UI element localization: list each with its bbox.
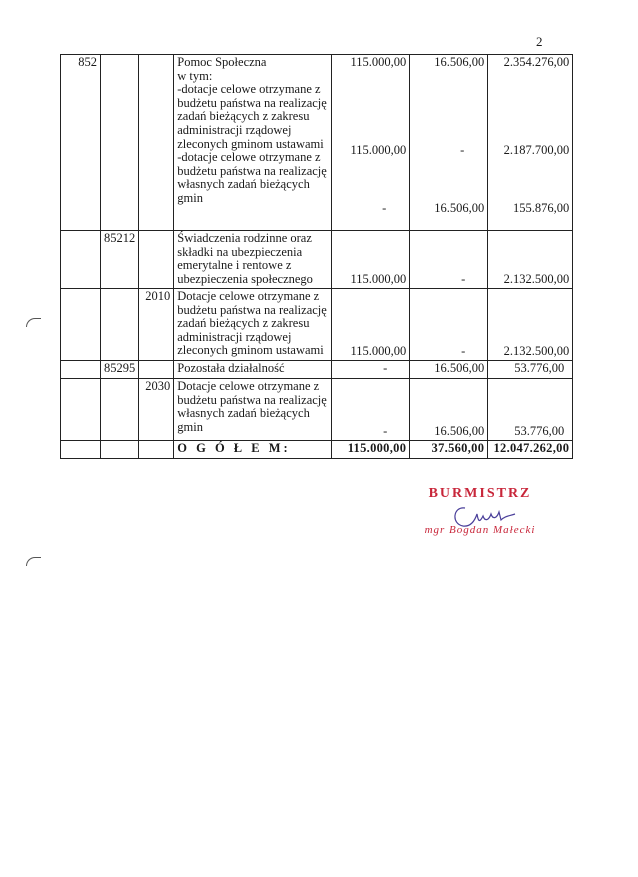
description-cell: Dotacje celowe otrzymane z budżetu państwa na realizację zadań bieżących z zakresu administracji rządowej zleconych gminom ustawami	[174, 289, 332, 361]
description-line: w tym:	[177, 68, 213, 83]
punch-hole-mark	[26, 318, 41, 327]
dzial-cell	[61, 379, 101, 441]
total-label: O G Ó Ł E M:	[174, 441, 332, 459]
table-row	[61, 231, 573, 289]
rozdzial-cell	[101, 379, 139, 441]
dzial-cell	[61, 289, 101, 361]
amount-value: -	[460, 143, 465, 157]
amount-cell: 16.506,00	[410, 379, 488, 441]
dzial-cell: 852	[61, 55, 101, 231]
description-cell: Pozostała działalność	[174, 361, 332, 379]
amount-value: 2.187.700,00	[503, 143, 570, 157]
paragraf-cell	[139, 361, 174, 379]
page-number: 2	[536, 34, 543, 49]
table-row	[61, 289, 573, 361]
table-row	[61, 379, 573, 441]
amount-value: 2.354.276,00	[503, 55, 570, 69]
rozdzial-cell	[101, 289, 139, 361]
signature-title: BURMISTRZ	[428, 486, 532, 501]
amount-value: 115.000,00	[350, 143, 407, 157]
amount-cell: 16.506,00	[410, 361, 488, 379]
description-cell: Dotacje celowe otrzymane z budżetu państwa na realizację własnych zadań bieżących gmin	[174, 379, 332, 441]
amount-cell: 115.000,00	[332, 231, 410, 289]
description-line: -dotacje celowe otrzymane z budżetu państwa na realizację zadań bieżących z zakresu administracji rządowej zleconych gminom ustawami	[177, 82, 327, 151]
paragraf-cell: 2010	[139, 289, 174, 361]
rozdzial-cell	[101, 441, 139, 459]
total-amount: 115.000,00	[332, 441, 410, 459]
amount-cell: 2.132.500,00	[488, 231, 573, 289]
description-line: -dotacje celowe otrzymane z budżetu państwa na realizację własnych zadań bieżących gmin	[177, 150, 327, 205]
dzial-cell	[61, 361, 101, 379]
amount-cell	[410, 55, 488, 231]
amount-cell: -	[332, 361, 410, 379]
amount-cell: -	[332, 379, 410, 441]
amount-value: 16.506,00	[434, 55, 485, 69]
signature-stamp	[410, 486, 550, 536]
description-cell: Świadczenia rodzinne oraz składki na ubezpieczenia emerytalne i rentowe z ubezpieczenia społecznego	[174, 231, 332, 289]
rozdzial-cell: 85295	[101, 361, 139, 379]
paragraf-cell: 2030	[139, 379, 174, 441]
paragraf-cell	[139, 441, 174, 459]
table-row	[61, 361, 573, 379]
total-row	[61, 441, 573, 459]
table-row	[61, 55, 573, 231]
amount-cell: -	[410, 289, 488, 361]
dzial-cell	[61, 231, 101, 289]
paragraf-cell	[139, 55, 174, 231]
total-amount: 37.560,00	[410, 441, 488, 459]
signatory-name: mgr Bogdan Małecki	[424, 524, 536, 536]
rozdzial-cell	[101, 55, 139, 231]
amount-cell	[332, 55, 410, 231]
amount-value: 115.000,00	[350, 55, 407, 69]
amount-value: 155.876,00	[513, 201, 570, 215]
amount-value: 16.506,00	[434, 201, 485, 215]
amount-cell: -	[410, 231, 488, 289]
amount-value: -	[382, 201, 387, 215]
rozdzial-cell: 85212	[101, 231, 139, 289]
dzial-cell	[61, 441, 101, 459]
total-amount: 12.047.262,00	[488, 441, 573, 459]
budget-table	[60, 54, 573, 459]
description-cell	[174, 55, 332, 231]
amount-cell	[488, 55, 573, 231]
amount-cell: 115.000,00	[332, 289, 410, 361]
amount-cell: 2.132.500,00	[488, 289, 573, 361]
description-line: Pomoc Społeczna	[177, 55, 267, 69]
amount-cell: 53.776,00	[488, 379, 573, 441]
paragraf-cell	[139, 231, 174, 289]
amount-cell: 53.776,00	[488, 361, 573, 379]
punch-hole-mark	[26, 557, 41, 566]
